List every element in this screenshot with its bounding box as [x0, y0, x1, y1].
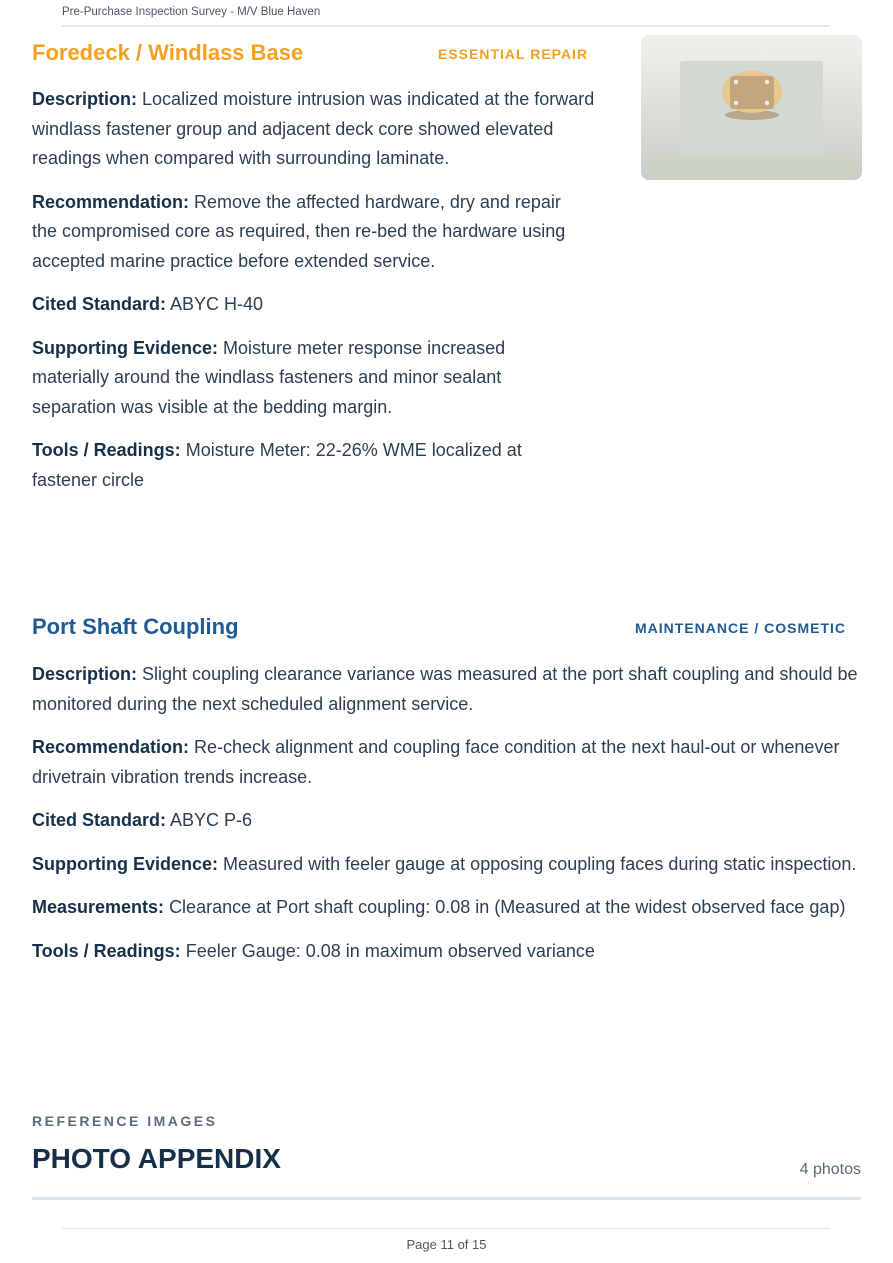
finding-body: [32, 660, 864, 980]
field-tools-readings: Tools / Readings: Feeler Gauge: 0.08 in maximum observed variance: [32, 940, 595, 961]
field-supporting-evidence: Supporting Evidence: Measured with feeler gauge at opposing coupling faces during static inspection.: [32, 853, 857, 874]
field-measurements: Measurements: Clearance at Port shaft coupling: 0.08 in (Measured at the widest observed face gap): [32, 897, 846, 917]
field-recommendation: Recommendation: Re-check alignment and coupling face condition at the next haul-out or whenever drivetrain vibration trends increase.: [32, 737, 840, 787]
field-cited-standard: Cited Standard: ABYC P-6: [32, 810, 253, 830]
field-supporting-evidence: Supporting Evidence: Moisture meter response increased materially around the windlass fasteners and minor sealant separation was visible at the bedding margin.: [32, 337, 506, 417]
field-recommendation: Recommendation: Remove the affected hardware, dry and repair the compromised core as required, then re-bed the hardware using accepted marine practice before extended service.: [32, 191, 566, 271]
field-description: Description: Slight coupling clearance variance was measured at the port shaft coupling and should be monitored during the next scheduled alignment service.: [32, 664, 858, 714]
footer-divider: [62, 1228, 830, 1229]
appendix-kicker: REFERENCE IMAGES: [32, 1113, 218, 1129]
page-number: Page 11 of 15: [406, 1237, 487, 1252]
field-description: Description: Localized moisture intrusion was indicated at the forward windlass fastener group and adjacent deck core showed elevated readings when compared with surrounding laminate.: [32, 89, 595, 168]
finding-title: Port Shaft Coupling: [32, 614, 239, 639]
finding-body: [32, 85, 614, 509]
finding-title: Foredeck / Windlass Base: [32, 40, 304, 65]
running-header: Pre-Purchase Inspection Survey - M/V Blue Haven: [62, 0, 830, 27]
field-tools-readings: Tools / Readings: Moisture Meter: 22-26% WME localized at fastener circle: [32, 440, 522, 490]
photo-count: 4 photos: [799, 1161, 861, 1178]
finding-photo-thumbnail[interactable]: [641, 35, 862, 180]
severity-badge: MAINTENANCE / COSMETIC: [635, 620, 846, 636]
severity-badge: ESSENTIAL REPAIR: [438, 46, 589, 62]
field-cited-standard: Cited Standard: ABYC H-40: [32, 294, 264, 314]
windlass-base-illustration: [680, 61, 823, 154]
appendix-divider: [32, 1197, 861, 1200]
appendix-title: PHOTO APPENDIX: [32, 1143, 281, 1174]
